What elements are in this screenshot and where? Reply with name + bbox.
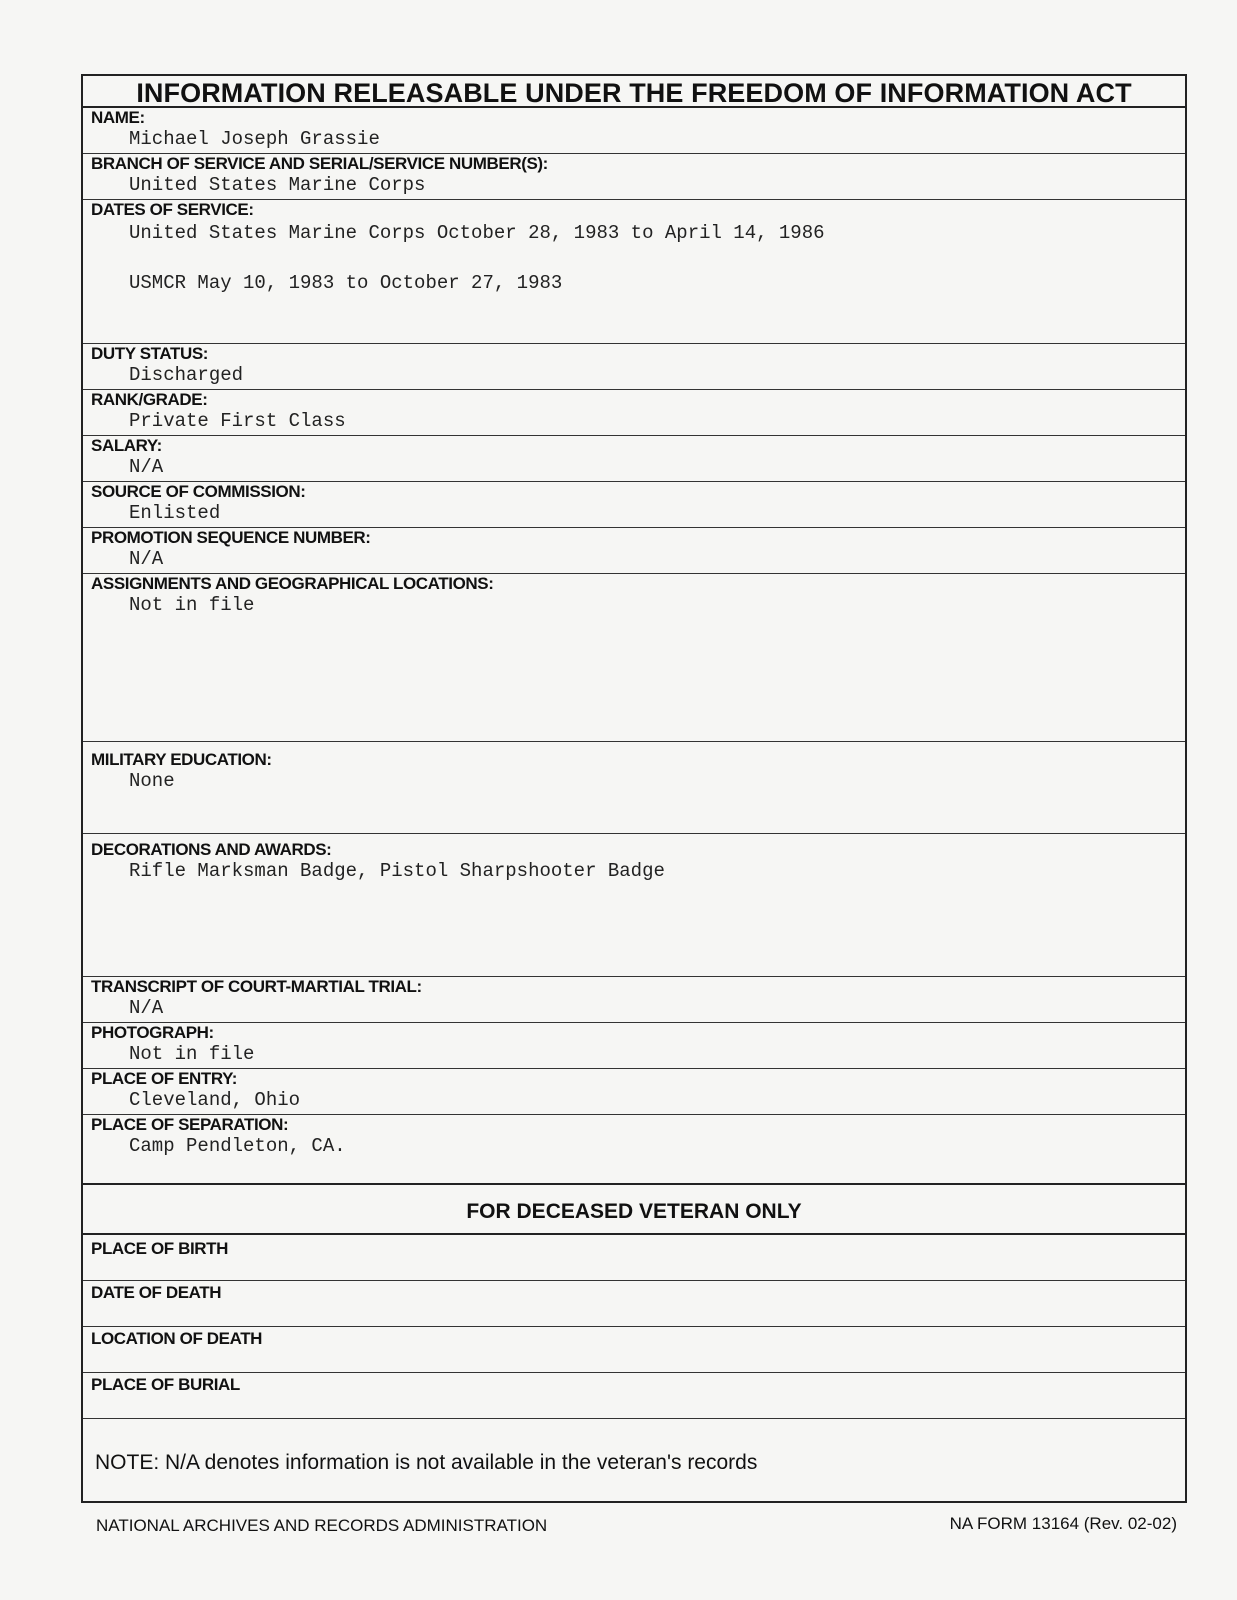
field-label: PLACE OF BURIAL xyxy=(91,1375,240,1394)
field-label: DATES OF SERVICE: xyxy=(91,200,254,219)
field-value: N/A xyxy=(129,997,164,1019)
field-branch xyxy=(83,154,1185,200)
field-value: Michael Joseph Grassie xyxy=(129,128,380,150)
field-value: Enlisted xyxy=(129,502,221,524)
field-value: N/A xyxy=(129,456,164,478)
field-label: SOURCE OF COMMISSION: xyxy=(91,482,306,501)
field-label: BRANCH OF SERVICE AND SERIAL/SERVICE NUMBER(S): xyxy=(91,154,548,173)
field-value: Rifle Marksman Badge, Pistol Sharpshooter Badge xyxy=(129,860,665,882)
records-note: NOTE: N/A denotes information is not available in the veteran's records xyxy=(95,1451,758,1474)
field-name xyxy=(83,108,1185,154)
field-place-of-birth xyxy=(83,1235,1185,1281)
field-military-education xyxy=(83,742,1185,834)
field-value: USMCR May 10, 1983 to October 27, 1983 xyxy=(129,272,563,294)
field-value: N/A xyxy=(129,548,164,570)
field-label: LOCATION OF DEATH xyxy=(91,1329,263,1348)
field-label: PLACE OF SEPARATION: xyxy=(91,1115,289,1134)
field-duty-status xyxy=(83,344,1185,390)
field-date-of-death xyxy=(83,1281,1185,1327)
field-label: SALARY: xyxy=(91,436,162,455)
field-label: MILITARY EDUCATION: xyxy=(91,750,272,769)
field-label: RANK/GRADE: xyxy=(91,390,208,409)
field-value: Cleveland, Ohio xyxy=(129,1089,301,1111)
field-label: DUTY STATUS: xyxy=(91,344,209,363)
foia-form xyxy=(81,74,1187,1503)
field-value: Discharged xyxy=(129,364,244,386)
field-place-of-burial xyxy=(83,1373,1185,1419)
field-source-of-commission xyxy=(83,482,1185,528)
field-value: Not in file xyxy=(129,594,255,616)
field-label: NAME: xyxy=(91,108,145,127)
field-place-of-separation xyxy=(83,1115,1185,1183)
form-number: NA FORM 13164 (Rev. 02-02) xyxy=(949,1514,1177,1533)
field-label: PROMOTION SEQUENCE NUMBER: xyxy=(91,528,371,547)
field-value: None xyxy=(129,770,175,792)
field-photograph xyxy=(83,1023,1185,1069)
field-rank-grade xyxy=(83,390,1185,436)
field-value: Camp Pendleton, CA. xyxy=(129,1135,346,1157)
field-court-martial xyxy=(83,977,1185,1023)
field-label: TRANSCRIPT OF COURT-MARTIAL TRIAL: xyxy=(91,977,422,996)
field-value: Private First Class xyxy=(129,410,346,432)
field-label: DECORATIONS AND AWARDS: xyxy=(91,840,332,859)
agency-name: NATIONAL ARCHIVES AND RECORDS ADMINISTRATION xyxy=(96,1516,548,1535)
field-label: PLACE OF ENTRY: xyxy=(91,1069,238,1088)
field-location-of-death xyxy=(83,1327,1185,1373)
field-value: United States Marine Corps xyxy=(129,174,426,196)
field-dates-of-service xyxy=(83,200,1185,344)
form-title: INFORMATION RELEASABLE UNDER THE FREEDOM OF INFORMATION ACT xyxy=(83,76,1185,108)
field-decorations-awards xyxy=(83,834,1185,977)
field-place-of-entry xyxy=(83,1069,1185,1115)
field-label: DATE OF DEATH xyxy=(91,1283,222,1302)
field-assignments xyxy=(83,574,1185,742)
field-label: ASSIGNMENTS AND GEOGRAPHICAL LOCATIONS: xyxy=(91,574,494,593)
field-value: United States Marine Corps October 28, 1983 to April 14, 1986 xyxy=(129,222,825,244)
deceased-section-heading: FOR DECEASED VETERAN ONLY xyxy=(83,1183,1185,1235)
field-salary xyxy=(83,436,1185,482)
field-label: PHOTOGRAPH: xyxy=(91,1023,214,1042)
field-promotion-sequence xyxy=(83,528,1185,574)
field-value: Not in file xyxy=(129,1043,255,1065)
field-label: PLACE OF BIRTH xyxy=(91,1239,229,1258)
